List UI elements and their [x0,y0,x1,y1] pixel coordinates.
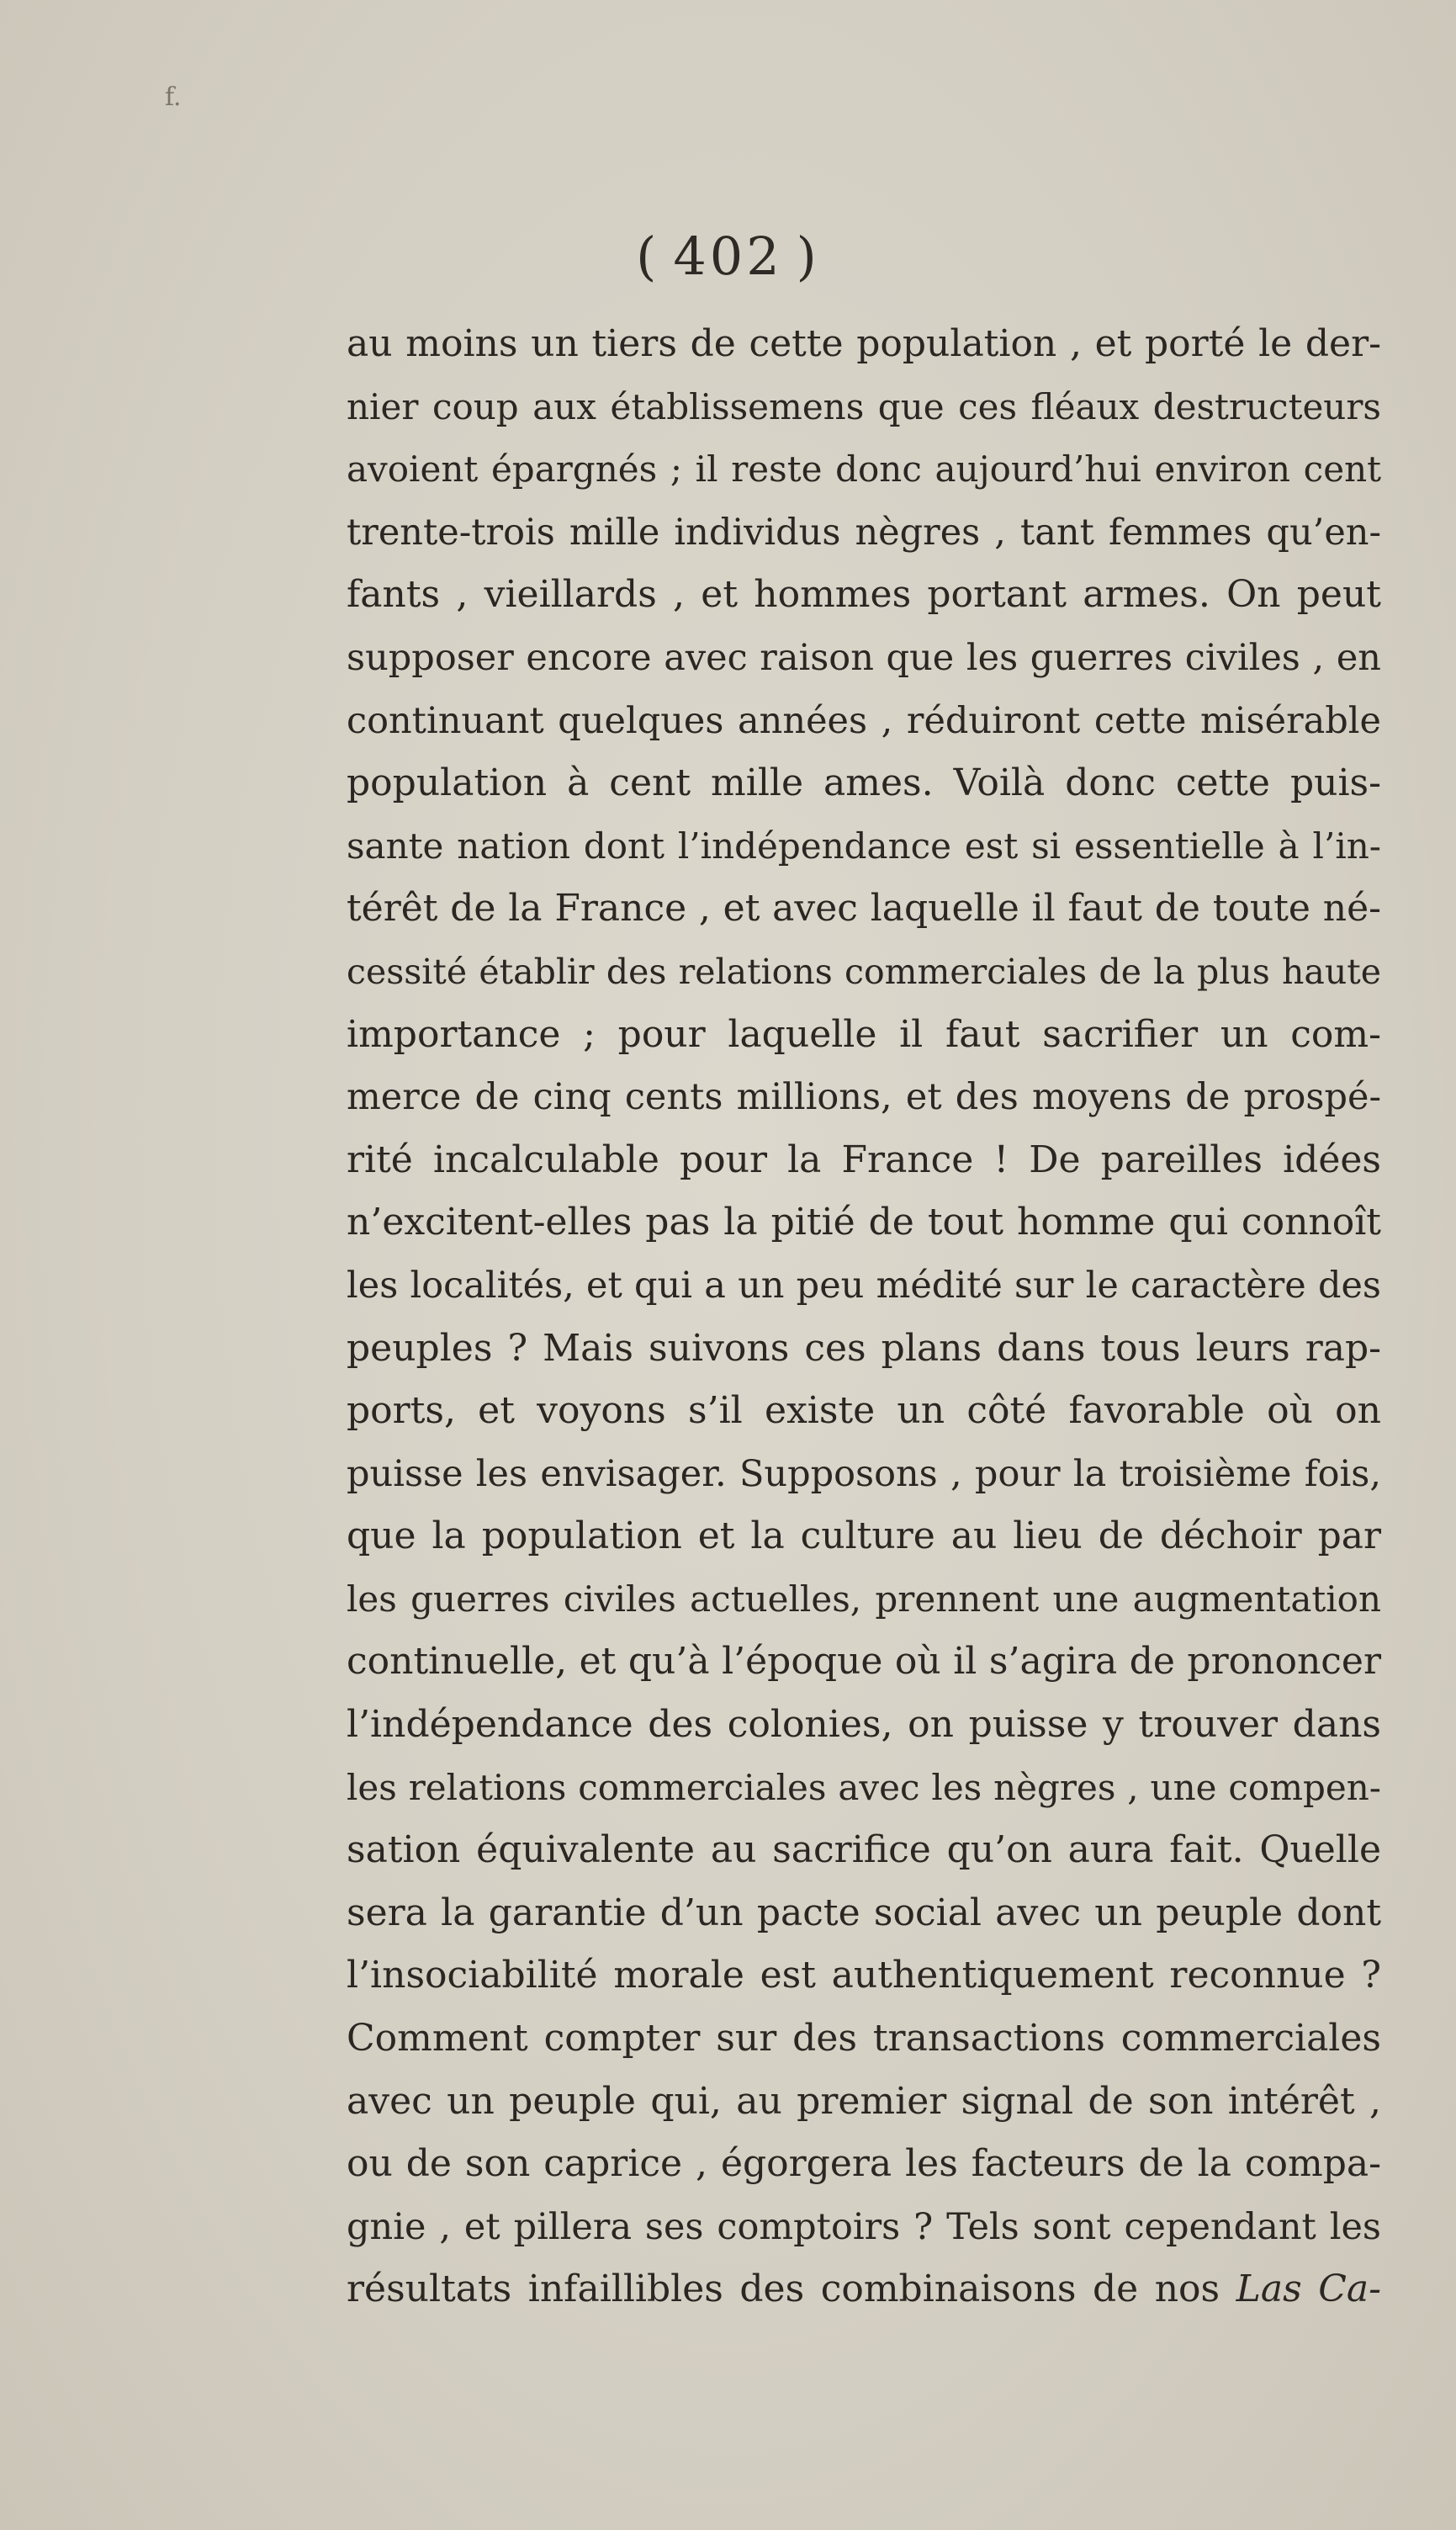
text-line: l’indépendance des colonies, on puisse y trouver dans [347,1703,1381,1747]
page-number-value: 402 [673,225,783,287]
page-number-open-paren: ( [636,225,660,287]
text-line: n’excitent-elles pas la pitié de tout homme qui connoît [347,1201,1381,1244]
text-line: sation équivalente au sacrifice qu’on aura fait. Quelle [347,1828,1381,1872]
text-line: gnie , et pillera ses comptoirs ? Tels sont cependant les [347,2205,1381,2248]
last-line-start: résultats infaillibles des combinaisons de nos [347,2267,1220,2311]
text-line: importance ; pour laquelle il faut sacrifier un com- [347,1012,1381,1056]
text-line: avoient épargnés ; il reste donc aujourd’hui environ cent [347,448,1381,491]
text-line: puisse les envisager. Supposons , pour la troisième fois, [347,1452,1381,1495]
text-line: trente-trois mille individus nègres , tant femmes qu’en- [347,511,1381,554]
corner-mark: f. [165,82,182,112]
text-line: merce de cinq cents millions, et des moyens de prospé- [347,1076,1381,1119]
text-line: les relations commerciales avec les nègres , une compen- [347,1766,1381,1808]
text-line: au moins un tiers de cette population , et porté le der- [347,322,1381,365]
text-line: peuples ? Mais suivons ces plans dans tous leurs rap- [347,1326,1381,1370]
text-line: supposer encore avec raison que les guerres civiles , en [347,636,1381,679]
italic-name: Las Ca- [1236,2267,1381,2311]
text-line: continuelle, et qu’à l’époque où il s’agira de prononcer [347,1640,1381,1684]
text-line: population à cent mille ames. Voilà donc cette puis- [347,761,1381,805]
text-line: que la population et la culture au lieu de déchoir par [347,1514,1381,1558]
text-line: térêt de la France , et avec laquelle il faut de toute né- [347,887,1381,931]
text-line: cessité établir des relations commerciales de la plus haute [347,951,1381,992]
text-line: ou de son caprice , égorgera les facteurs de la compa- [347,2142,1381,2186]
text-line: nier coup aux établissemens que ces fléaux destructeurs [347,385,1381,427]
page-number [0,225,1456,287]
text-line: les guerres civiles actuelles, prennent une augmentation [347,1578,1381,1620]
text-line: l’insociabilité morale est authentiquement reconnue ? [347,1954,1381,1997]
text-line: sera la garantie d’un pacte social avec un peuple dont [347,1891,1381,1934]
body-text [347,313,1381,2321]
text-line: sante nation dont l’indépendance est si essentielle à l’in- [347,825,1381,867]
text-line: ports, et voyons s’il existe un côté favorable où on [347,1389,1381,1433]
text-line: les localités, et qui a un peu médité sur le caractère des [347,1264,1381,1307]
text-line: fants , vieillards , et hommes portant armes. On peut [347,573,1381,617]
page-number-close-paren: ) [796,225,820,287]
text-line: Comment compter sur des transactions commerciales [347,2017,1381,2061]
text-line: rité incalculable pour la France ! De pareilles idées [347,1138,1381,1181]
text-line: avec un peuple qui, au premier signal de son intérêt , [347,2079,1381,2123]
text-line-last [347,2258,1381,2321]
text-line: continuant quelques années , réduiront cette misérable [347,699,1381,742]
